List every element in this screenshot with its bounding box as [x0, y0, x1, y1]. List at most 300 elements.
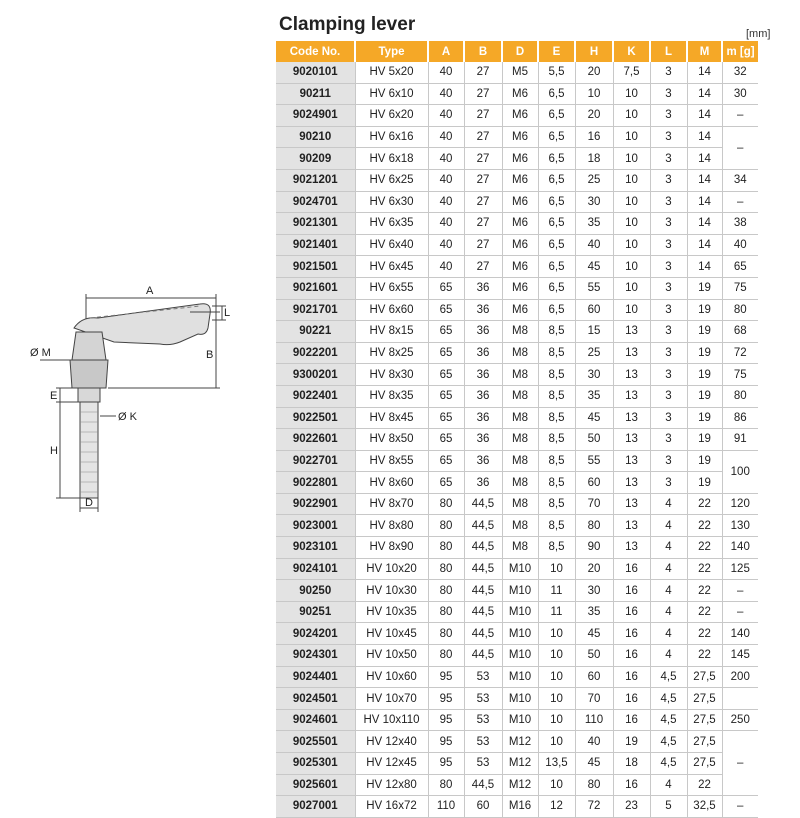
table-cell: 8,5 — [538, 407, 575, 429]
table-cell: 5,5 — [538, 62, 575, 83]
table-cell: 10 — [575, 83, 613, 105]
dim-label-e: E — [50, 390, 58, 402]
table-cell: 4 — [650, 623, 687, 645]
table-cell: 19 — [687, 385, 722, 407]
table-cell: 95 — [428, 688, 464, 710]
table-cell: 80 — [575, 515, 613, 537]
table-cell: 20 — [575, 105, 613, 127]
code-cell: 9023001 — [276, 515, 355, 537]
code-cell: 9024101 — [276, 558, 355, 580]
table-cell: 110 — [428, 796, 464, 818]
code-cell: 9022701 — [276, 450, 355, 472]
table-cell: HV 6x35 — [355, 213, 428, 235]
table-row — [276, 277, 758, 299]
table-cell: 13 — [613, 321, 650, 343]
table-cell: M6 — [502, 256, 538, 278]
table-cell: 32,5 — [687, 796, 722, 818]
table-cell: HV 6x60 — [355, 299, 428, 321]
code-cell: 9024401 — [276, 666, 355, 688]
table-cell: 70 — [575, 688, 613, 710]
table-cell: HV 6x20 — [355, 105, 428, 127]
table-cell: M8 — [502, 515, 538, 537]
table-cell: 16 — [613, 623, 650, 645]
table-row — [276, 234, 758, 256]
mass-cell: – — [722, 601, 758, 623]
table-cell: 53 — [464, 688, 502, 710]
table-cell: 10 — [538, 709, 575, 731]
dim-label-m: Ø M — [30, 347, 51, 359]
table-cell: 4 — [650, 601, 687, 623]
table-cell: 12 — [538, 796, 575, 818]
table-cell: 40 — [428, 62, 464, 83]
table-cell: HV 5x20 — [355, 62, 428, 83]
table-cell: 36 — [464, 299, 502, 321]
table-cell: 22 — [687, 774, 722, 796]
table-cell: 4 — [650, 537, 687, 559]
table-cell: 8,5 — [538, 472, 575, 494]
table-row — [276, 429, 758, 451]
table-cell: 6,5 — [538, 169, 575, 191]
table-row — [276, 407, 758, 429]
table-row — [276, 493, 758, 515]
mass-cell: 75 — [722, 277, 758, 299]
table-cell: M12 — [502, 731, 538, 753]
table-cell: M12 — [502, 774, 538, 796]
table-cell: 22 — [687, 601, 722, 623]
table-cell: M6 — [502, 105, 538, 127]
code-cell: 9022801 — [276, 472, 355, 494]
code-cell: 9022401 — [276, 385, 355, 407]
table-row — [276, 515, 758, 537]
table-cell: M6 — [502, 169, 538, 191]
table-cell: 44,5 — [464, 580, 502, 602]
table-cell: 80 — [428, 580, 464, 602]
table-cell: 95 — [428, 731, 464, 753]
table-cell: 19 — [687, 450, 722, 472]
table-cell: 19 — [687, 342, 722, 364]
table-cell: 10 — [613, 213, 650, 235]
table-cell: 8,5 — [538, 342, 575, 364]
mass-cell: 30 — [722, 83, 758, 105]
table-cell: 36 — [464, 450, 502, 472]
table-cell: HV 10x35 — [355, 601, 428, 623]
dim-label-h: H — [50, 445, 58, 457]
bolt-shaft — [80, 402, 98, 498]
code-cell: 9021201 — [276, 169, 355, 191]
table-cell: M6 — [502, 191, 538, 213]
table-cell: 13 — [613, 450, 650, 472]
table-row — [276, 472, 758, 494]
table-cell: 22 — [687, 537, 722, 559]
table-row — [276, 731, 758, 753]
table-cell: 4,5 — [650, 688, 687, 710]
table-cell: M8 — [502, 385, 538, 407]
table-cell: 3 — [650, 126, 687, 148]
table-cell: 4,5 — [650, 753, 687, 775]
table-cell: 53 — [464, 709, 502, 731]
table-cell: 10 — [613, 126, 650, 148]
table-cell: 13 — [613, 342, 650, 364]
table-cell: 14 — [687, 126, 722, 148]
table-cell: HV 10x50 — [355, 645, 428, 667]
code-cell: 9024701 — [276, 191, 355, 213]
table-cell: M8 — [502, 407, 538, 429]
table-cell: 13 — [613, 515, 650, 537]
table-cell: 8,5 — [538, 450, 575, 472]
mass-cell: 80 — [722, 385, 758, 407]
table-row — [276, 256, 758, 278]
mass-cell: 32 — [722, 62, 758, 83]
table-cell: 80 — [428, 558, 464, 580]
table-cell: 65 — [428, 277, 464, 299]
table-cell: 4,5 — [650, 709, 687, 731]
table-cell: 27,5 — [687, 666, 722, 688]
mass-cell: 145 — [722, 645, 758, 667]
table-cell: 27 — [464, 105, 502, 127]
table-cell: 19 — [687, 321, 722, 343]
table-cell: HV 10x20 — [355, 558, 428, 580]
table-cell: 3 — [650, 256, 687, 278]
table-cell: 10 — [613, 169, 650, 191]
table-cell: 18 — [575, 148, 613, 170]
code-cell: 9025301 — [276, 753, 355, 775]
table-cell: 80 — [428, 774, 464, 796]
table-cell: 25 — [575, 169, 613, 191]
table-cell: HV 10x45 — [355, 623, 428, 645]
table-cell: M6 — [502, 277, 538, 299]
table-cell: 6,5 — [538, 126, 575, 148]
table-cell: HV 8x15 — [355, 321, 428, 343]
table-cell: 44,5 — [464, 774, 502, 796]
table-cell: M5 — [502, 62, 538, 83]
table-cell: 30 — [575, 364, 613, 386]
table-cell: M10 — [502, 623, 538, 645]
table-cell: 27 — [464, 126, 502, 148]
mass-cell: 100 — [722, 450, 758, 493]
table-cell: 10 — [538, 623, 575, 645]
table-cell: 16 — [613, 666, 650, 688]
table-cell: 27 — [464, 83, 502, 105]
column-header: L — [650, 41, 687, 62]
table-cell: M10 — [502, 645, 538, 667]
table-cell: M6 — [502, 234, 538, 256]
table-cell: 3 — [650, 213, 687, 235]
table-cell: 22 — [687, 558, 722, 580]
table-cell: 53 — [464, 731, 502, 753]
column-header: A — [428, 41, 464, 62]
table-cell: M10 — [502, 601, 538, 623]
table-cell: 40 — [428, 83, 464, 105]
table-cell: 3 — [650, 429, 687, 451]
table-cell: HV 10x70 — [355, 688, 428, 710]
table-cell: 80 — [428, 645, 464, 667]
table-cell: 10 — [613, 256, 650, 278]
table-cell: 3 — [650, 277, 687, 299]
table-cell: 45 — [575, 623, 613, 645]
table-cell: 4,5 — [650, 666, 687, 688]
table-row — [276, 688, 758, 710]
code-cell: 90211 — [276, 83, 355, 105]
table-row — [276, 796, 758, 818]
table-cell: 14 — [687, 213, 722, 235]
code-cell: 9022601 — [276, 429, 355, 451]
table-row — [276, 580, 758, 602]
table-cell: 35 — [575, 385, 613, 407]
code-cell: 9021301 — [276, 213, 355, 235]
table-cell: 4,5 — [650, 731, 687, 753]
code-cell: 9024301 — [276, 645, 355, 667]
table-row — [276, 623, 758, 645]
table-cell: 60 — [575, 299, 613, 321]
table-cell: 8,5 — [538, 493, 575, 515]
table-row — [276, 191, 758, 213]
table-cell: 65 — [428, 299, 464, 321]
table-cell: HV 6x40 — [355, 234, 428, 256]
table-cell: 40 — [428, 234, 464, 256]
table-cell: 80 — [428, 623, 464, 645]
table-cell: 10 — [613, 191, 650, 213]
table-cell: 95 — [428, 666, 464, 688]
code-cell: 9025501 — [276, 731, 355, 753]
table-row — [276, 105, 758, 127]
table-cell: 14 — [687, 169, 722, 191]
table-cell: 65 — [428, 472, 464, 494]
table-cell: 45 — [575, 256, 613, 278]
mass-cell — [722, 688, 758, 710]
table-cell: HV 8x45 — [355, 407, 428, 429]
table-row — [276, 169, 758, 191]
table-cell: HV 10x110 — [355, 709, 428, 731]
table-cell: HV 8x55 — [355, 450, 428, 472]
table-cell: 27 — [464, 256, 502, 278]
table-cell: HV 6x10 — [355, 83, 428, 105]
table-cell: 22 — [687, 580, 722, 602]
table-cell: 36 — [464, 277, 502, 299]
table-cell: 10 — [613, 234, 650, 256]
table-cell: 3 — [650, 342, 687, 364]
table-cell: M10 — [502, 580, 538, 602]
code-cell: 90250 — [276, 580, 355, 602]
table-cell: 3 — [650, 169, 687, 191]
table-cell: 36 — [464, 342, 502, 364]
table-cell: 13 — [613, 493, 650, 515]
table-cell: 10 — [538, 731, 575, 753]
table-cell: 22 — [687, 623, 722, 645]
table-cell: 3 — [650, 364, 687, 386]
table-cell: 40 — [575, 731, 613, 753]
table-cell: 6,5 — [538, 83, 575, 105]
table-cell: 10 — [538, 774, 575, 796]
table-cell: M8 — [502, 429, 538, 451]
table-row — [276, 753, 758, 775]
table-cell: 36 — [464, 407, 502, 429]
code-cell: 9021701 — [276, 299, 355, 321]
table-cell: 19 — [687, 299, 722, 321]
table-cell: 19 — [613, 731, 650, 753]
table-cell: M6 — [502, 213, 538, 235]
table-cell: 10 — [613, 148, 650, 170]
column-header: E — [538, 41, 575, 62]
code-cell: 9024901 — [276, 105, 355, 127]
table-row — [276, 450, 758, 472]
table-cell: HV 12x45 — [355, 753, 428, 775]
table-cell: HV 6x16 — [355, 126, 428, 148]
table-cell: HV 16x72 — [355, 796, 428, 818]
table-cell: 14 — [687, 105, 722, 127]
table-cell: 3 — [650, 234, 687, 256]
table-cell: 6,5 — [538, 105, 575, 127]
table-row — [276, 666, 758, 688]
table-cell: 20 — [575, 558, 613, 580]
table-cell: M8 — [502, 450, 538, 472]
table-cell: 27 — [464, 62, 502, 83]
table-cell: 55 — [575, 450, 613, 472]
table-cell: 23 — [613, 796, 650, 818]
table-row — [276, 148, 758, 170]
column-header: K — [613, 41, 650, 62]
table-cell: 16 — [613, 558, 650, 580]
code-cell: 9024501 — [276, 688, 355, 710]
table-row — [276, 83, 758, 105]
table-cell: 45 — [575, 753, 613, 775]
code-cell: 90221 — [276, 321, 355, 343]
table-cell: 95 — [428, 709, 464, 731]
table-cell: M16 — [502, 796, 538, 818]
mass-cell: 34 — [722, 169, 758, 191]
table-row — [276, 537, 758, 559]
mass-cell: 140 — [722, 537, 758, 559]
column-header: m [g] — [722, 41, 758, 62]
table-cell: 3 — [650, 321, 687, 343]
table-cell: 65 — [428, 342, 464, 364]
table-cell: 16 — [613, 601, 650, 623]
table-cell: 40 — [428, 191, 464, 213]
mass-cell: 40 — [722, 234, 758, 256]
table-cell: 40 — [428, 213, 464, 235]
mass-cell: 68 — [722, 321, 758, 343]
table-cell: 60 — [575, 472, 613, 494]
table-cell: 13 — [613, 537, 650, 559]
table-row — [276, 385, 758, 407]
code-cell: 9022501 — [276, 407, 355, 429]
code-cell: 9025601 — [276, 774, 355, 796]
table-cell: 27 — [464, 148, 502, 170]
clamping-lever-diagram — [30, 272, 230, 516]
table-cell: 80 — [428, 515, 464, 537]
table-cell: 60 — [464, 796, 502, 818]
table-cell: 16 — [613, 774, 650, 796]
table-cell: 90 — [575, 537, 613, 559]
table-cell: 36 — [464, 385, 502, 407]
table-cell: 53 — [464, 753, 502, 775]
code-cell: 90209 — [276, 148, 355, 170]
mass-cell: – — [722, 731, 758, 796]
table-row — [276, 342, 758, 364]
table-cell: HV 8x90 — [355, 537, 428, 559]
mass-cell: 120 — [722, 493, 758, 515]
table-cell: HV 6x18 — [355, 148, 428, 170]
code-cell: 90210 — [276, 126, 355, 148]
table-cell: 60 — [575, 666, 613, 688]
table-cell: 14 — [687, 148, 722, 170]
table-header-row — [276, 41, 758, 62]
table-row — [276, 601, 758, 623]
table-cell: M6 — [502, 299, 538, 321]
table-cell: M6 — [502, 148, 538, 170]
table-cell: 16 — [613, 645, 650, 667]
mass-cell: – — [722, 191, 758, 213]
table-cell: M6 — [502, 126, 538, 148]
code-cell: 9024601 — [276, 709, 355, 731]
table-cell: 19 — [687, 277, 722, 299]
table-cell: M10 — [502, 666, 538, 688]
dim-label-l: L — [224, 307, 230, 319]
table-cell: 8,5 — [538, 321, 575, 343]
table-cell: 27,5 — [687, 731, 722, 753]
table-cell: 40 — [428, 169, 464, 191]
table-cell: 35 — [575, 601, 613, 623]
code-cell: 9023101 — [276, 537, 355, 559]
table-cell: 44,5 — [464, 515, 502, 537]
table-cell: HV 12x80 — [355, 774, 428, 796]
table-cell: 4 — [650, 493, 687, 515]
table-cell: 40 — [428, 105, 464, 127]
table-cell: 4 — [650, 580, 687, 602]
table-cell: 27,5 — [687, 753, 722, 775]
table-cell: 3 — [650, 407, 687, 429]
table-cell: 22 — [687, 515, 722, 537]
table-cell: 10 — [538, 688, 575, 710]
table-cell: 16 — [613, 688, 650, 710]
table-cell: 8,5 — [538, 385, 575, 407]
table-cell: HV 8x50 — [355, 429, 428, 451]
table-cell: 27 — [464, 191, 502, 213]
table-cell: 3 — [650, 385, 687, 407]
table-cell: 4 — [650, 774, 687, 796]
table-cell: 14 — [687, 83, 722, 105]
table-cell: 10 — [613, 299, 650, 321]
table-cell: 13,5 — [538, 753, 575, 775]
table-cell: 6,5 — [538, 299, 575, 321]
table-cell: M8 — [502, 493, 538, 515]
code-cell: 9021501 — [276, 256, 355, 278]
table-cell: M10 — [502, 709, 538, 731]
table-row — [276, 558, 758, 580]
mass-cell: 130 — [722, 515, 758, 537]
table-cell: 6,5 — [538, 256, 575, 278]
code-cell: 9027001 — [276, 796, 355, 818]
mass-cell: 91 — [722, 429, 758, 451]
table-cell: 95 — [428, 753, 464, 775]
table-cell: 10 — [538, 645, 575, 667]
table-cell: HV 6x45 — [355, 256, 428, 278]
table-cell: 3 — [650, 450, 687, 472]
table-row — [276, 321, 758, 343]
table-cell: M8 — [502, 321, 538, 343]
code-cell: 9022201 — [276, 342, 355, 364]
table-cell: 22 — [687, 493, 722, 515]
mass-cell: 72 — [722, 342, 758, 364]
table-cell: 80 — [428, 537, 464, 559]
table-cell: HV 8x70 — [355, 493, 428, 515]
table-cell: 15 — [575, 321, 613, 343]
table-cell: 65 — [428, 429, 464, 451]
table-cell: HV 10x30 — [355, 580, 428, 602]
table-cell: HV 6x55 — [355, 277, 428, 299]
table-cell: HV 10x60 — [355, 666, 428, 688]
table-cell: M6 — [502, 83, 538, 105]
mass-cell: – — [722, 580, 758, 602]
